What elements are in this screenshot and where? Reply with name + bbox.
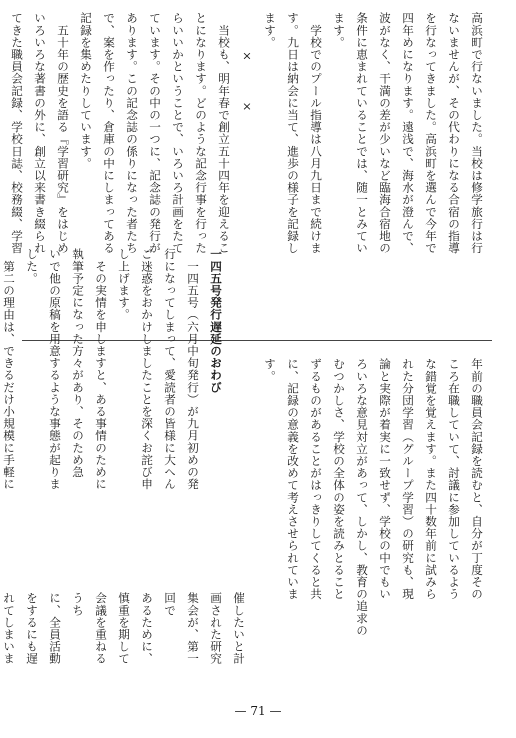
news-block: 催したいと計画された研究集会が、第一回で あるために、慎重を期して会議を重ねるうち に、全員活動をするにも遅れてしまいま	[2, 592, 246, 665]
article-upper-block: 高浜町で行ないました。当校は修学旅行は行 ないませんが、その代わりになる合宿の指導 を行なってきました。高浜町を選んで今年で 四年めになります。遠浅で、海水が澄んで、 波がなく、干満の差が少いなど臨海合宿地の 条件に恵まれていることでは、随一とみてい ます。 学校でのプール指導は八月九日まで続けま す。九日は納会に当て、進歩の様子を記録し ます。 × × 当校も、明年春で創立五十四年を迎えるこ とになります。どのような記念行事を行った らいいかということで、いろいろ計画をたて ています。その中の一つに、記念誌の発行が あります。この記念誌の係りになった者たち で、案を作ったり、倉庫の中にしまってある 記録を集めたりしています。 五十年の歴史を語る『学習研究』をはじめ いろいろな著書の外に、創立以来書き綴られ てきた職員会記録、学校日誌、校務綴、学習	[10, 12, 484, 254]
page-number: — 71 —	[234, 704, 282, 718]
announcement-block	[2, 248, 250, 580]
article-lower-right-block: 年前の職員会記録を読むと、自分が丁度その ころ在職していて、討議に参加しているよう な錯覚を覚えます。また四十数年前に試みら れた分団学習（グループ学習）の研究も、現 論と実際が着実に一致せず、学校の中でもい ろいろな意見対立があって、しかし、教育の追求の むつかしさ、学校の全体の姿を読みとること ずるものがあることがはっきりしてくると共 に、記録の意義を改めて考えさせられていま す。	[263, 358, 484, 637]
apology-text: 一四五号（六月中旬発行）が九月初めの発 行になってしまって、愛読者の皆様に大へん ご迷惑をおかけしましたことを深くお詫び申 し上げます。 その実情を申しますと、ある事情のために 執筆予定になった方々があり、そのため急 いで他の原稿を用意するような事態が起りま した。 第二の理由は、できるだけ小規模に手軽に	[2, 248, 200, 490]
apology-heading: 一四五号発行遅延のおわび	[209, 248, 223, 394]
